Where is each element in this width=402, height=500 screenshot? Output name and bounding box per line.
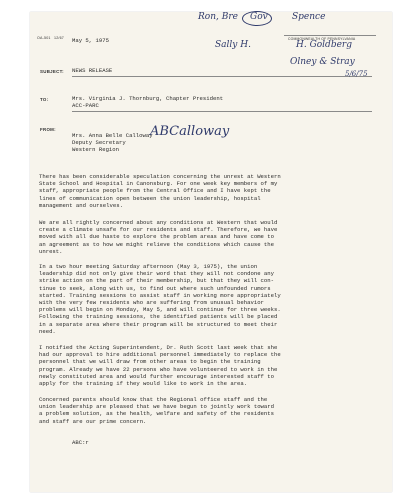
organization-name: COMMONWEALTH OF PENNSYLVANIA (288, 37, 356, 41)
from-label: FROM: (40, 127, 56, 132)
signature: ABCalloway (150, 124, 230, 139)
from-line-3: Western Region (72, 146, 119, 153)
handwritten-note-2b: H. Goldberg (296, 40, 352, 50)
subject-label: SUBJECT: (40, 69, 64, 74)
handwritten-note-2a: Sally H. (215, 40, 251, 50)
form-revision: 12/67 (54, 36, 64, 40)
handwritten-note-1b: Gov (250, 12, 268, 22)
paragraph-4: I notified the Acting Superintendent, Dr. Ruth Scott last week that she had our approval to hire additional personnel immediately to replace the personnel that we will draw from other areas to begin the training program. Already we have 22 persons who have volunteered to work in the newly constituted area and would further encourage interested staff to apply for the training if they would like to work in the area. (39, 344, 281, 388)
to-line-2: ACC-PARC (72, 102, 99, 109)
handwritten-note-1a: Ron, Bre (198, 12, 238, 22)
paragraph-5: Concerned parents should know that the Regional office staff and the union leadership are pleased that we have begun to jointly work toward a problem solution, as the health, welfare and safety of the residents and staff are our prime concern. (39, 396, 274, 425)
typist-initials: ABC:r (72, 439, 89, 446)
from-line-2: Deputy Secretary (72, 139, 126, 146)
to-label: TO: (40, 97, 49, 102)
memo-date: May 5, 1975 (72, 37, 109, 44)
subject-value: NEWS RELEASE (72, 67, 113, 74)
form-number: OA-501 (37, 36, 51, 40)
to-line-1: Mrs. Virginia J. Thornburg, Chapter President (72, 95, 224, 102)
handwritten-date: 5/6/75 (345, 70, 368, 78)
paragraph-3: In a two hour meeting Saturday afternoon (May 3, 1975), the union leadership did not only give their word that they will not condone any strike action on the part of their membership, but that they will con- tinue to seek, along with us, to find out where such unfounded rumors started. Training sessions to assist staff in working more appropriately with the very few residents who are suffering from unusual behavior problems will begin on Monday, May 5, and will continue for three weeks. Following the training sessions, the identified patients will be placed in a separate area where their program will be structured to meet their need. (39, 263, 281, 335)
paragraph-1: There has been considerable speculation concerning the unrest at Western State School and Hospital in Canonsburg. For one week key members of my staff, appropriate people from the Central Office and I have kept the lines of communication open between the union leadership, hospital management and ourselves. (39, 173, 281, 209)
paragraph-2: We are all rightly concerned about any conditions at Western that would create a climate unsafe for our residents and staff. Therefore, we have moved with all due haste to explore the problem areas and have come to an agreement as to how we might relieve the conditions which cause the unrest. (39, 219, 278, 255)
handwritten-note-3: Olney & Stray (290, 57, 355, 67)
from-line-1: Mrs. Anna Belle Calloway (72, 132, 153, 139)
handwritten-note-1c: Spence (292, 12, 326, 22)
